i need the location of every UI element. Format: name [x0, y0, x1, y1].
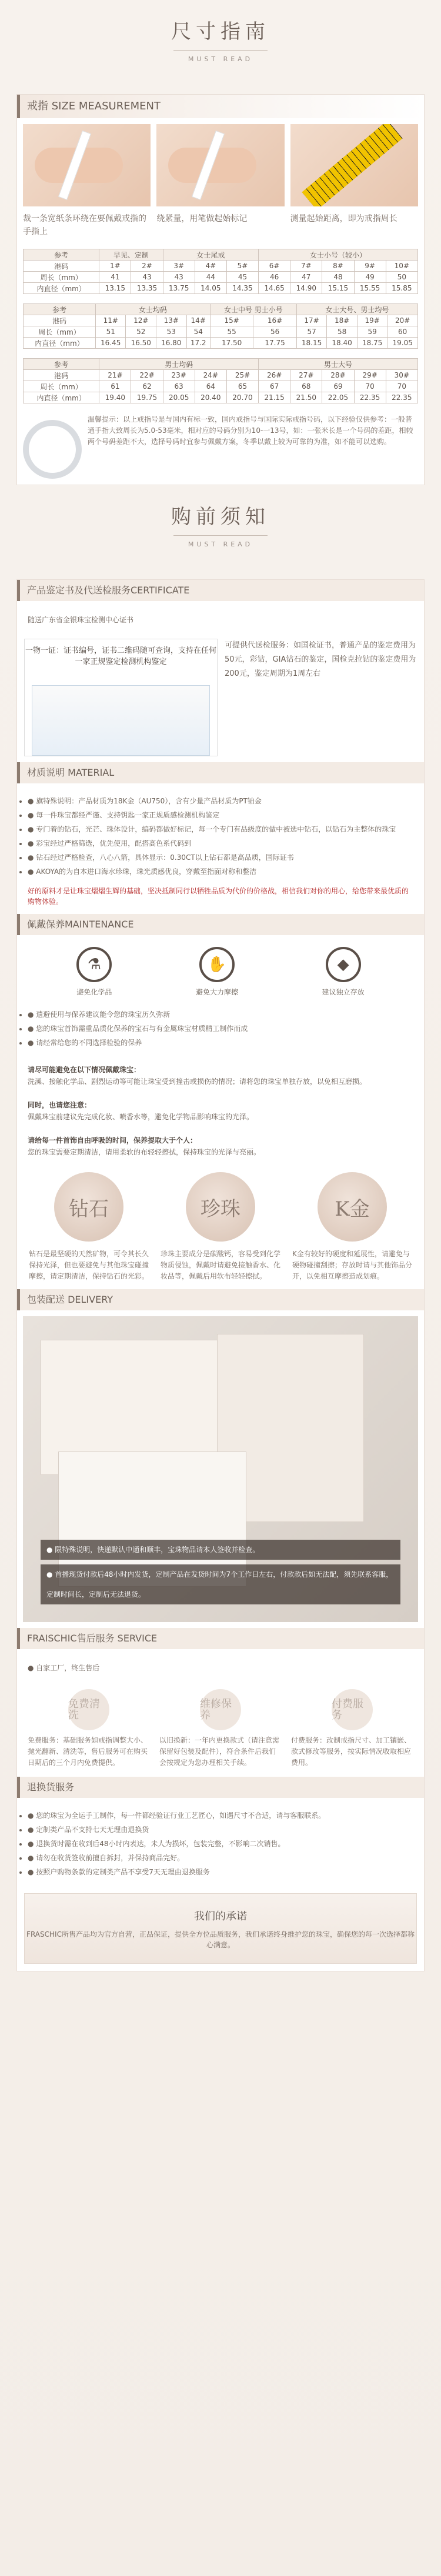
paid-service-card: 付费服务 付费服务：改制戒指尺寸、加工镶嵌、款式修改等服务，按实际情况收取相应费用。 — [291, 1689, 413, 1769]
service-sub: ● 自家工厂，终生售后 — [28, 1664, 100, 1672]
material-list: • ● 旗特殊说明：产品材质为18K金（AU750），含有少量产品材质为PT铂金 • ● 每一件珠宝都经严谨、支持钥匙一家正规质感检测机构鉴定 • ● 专门着的钻石，光芒、珠体设计，编码都做好标记，每一个专门有品级度的做中被选中钻石，以钻石为主整体的珠宝 • ● 彩宝经过严格筛选，优先使用，配搭高色系代码到 • ● 钻石经过严格检查，八心八箭，具体显示：0.30CT以上钻石都是高品质，国际证书 • ● AKOYA的为自本进口海水珍珠，珠光质感优良，穿戴至指面对称和整洁 — [17, 789, 424, 886]
free-clean-card: 免费清洗 免费服务：基础服务如戒指调整大小、抛光翻新、清洗等，售后服务可在购买日期后的三个月内免费提供。 — [28, 1689, 150, 1769]
pearl-card: 珍珠 珍珠主要成分是碳酸钙，容易受到化学物质侵蚀，佩戴时请避免接触香水、化妆品等，佩戴后用软布轻轻擦拭。 — [161, 1172, 280, 1282]
promise-box: 我们的承诺 FRASCHIC所售产品均为官方自营，正品保证，提供全方位品质服务，我们承诺终身维护您的珠宝，确保您的每一次选择都称心满意。 — [24, 1893, 417, 1964]
caption-2: 绕紧量，用笔做起始标记 — [156, 214, 248, 223]
ring-icon — [23, 420, 82, 479]
delivery-title: 包装配送 DELIVERY — [17, 1289, 424, 1310]
measurement-photos — [17, 118, 424, 212]
gold-card: K金 K金有较好的硬度和延展性，请避免与硬物碰撞刮擦；存放时请与其他饰品分开，以免相互摩擦造成划痕。 — [292, 1172, 412, 1282]
avoid-friction-icon: ✋ 避免大力摩擦 — [196, 947, 238, 997]
measurement-captions — [17, 212, 424, 244]
avoid-chemicals-icon: ⚗ 避免化学品 — [76, 947, 112, 997]
size-guide-title — [0, 0, 441, 94]
gem-care-cards — [17, 1165, 424, 1289]
caption-3: 测量起始距离，即为戒指周长 — [290, 214, 397, 223]
purchase-title: 购前须知 MUST READ — [171, 505, 270, 548]
diamond-card: 钻石 钻石是最坚硬的天然矿物，可令其长久保持光泽，但也要避免与其他珠宝碰撞摩擦，请定期清洁，保持钻石的光彩。 — [29, 1172, 149, 1282]
size-table-2: 参考 女士均码 女士中号 男士小号 女士大号、男士均号 港码 11# 12# 13# 14# 15# 16# 17# 18# 19# 20# 周长（mm） 51 52 53 54 55 56 57 58 59 60 内直径（mm） 16.45 16.50 16.80 17.2 17.50 17.75 18.15 18.40 18.75 19.05 — [17, 299, 424, 353]
returns-title: 退换货服务 — [17, 1777, 424, 1798]
certificate-card: 一物一证：证书编号，证书二维码随可查询，支持在任何一家正规鉴定检测机构鉴定 — [24, 639, 218, 756]
material-title: 材质说明 MATERIAL — [17, 762, 424, 783]
maintenance-icons — [17, 941, 424, 1003]
size-note — [17, 408, 424, 485]
size-table-3: 参考 男士均码 男士大号 港码 21# 22# 23# 24# 25# 26# 27# 28# 29# 30# 周长（mm） 61 62 63 64 65 67 68 69 70 70 内直径（mm） 19.40 19.75 20.05 20.40 20.70 21.15 21.50 22.05 22.35 22.35 — [17, 353, 424, 408]
cert-title: 产品鉴定书及代送检服务CERTIFICATE — [17, 580, 424, 601]
photo-mark-strip — [156, 124, 284, 206]
purchase-section — [16, 579, 425, 1971]
cert-subtitle: 随送广东省金银珠宝检测中心证书 — [28, 616, 134, 624]
service-boxes — [17, 1681, 424, 1777]
size-note-text: 温馨提示：以上戒指号是与国内有标一致，国内戒指号与国际实际戒指号码，以下经验仅供参考：一般普通手指大致周长为5.0-53毫米，相对应的号码分别为10-一13号，如：一张米长是一个号码的差距，相较两个号码差距不大，选择号码时宜参与佩戴方案，冬季以戴上较为可靠的为准，如不能可以选购。 — [88, 415, 413, 446]
caption-1: 裁一条宽纸条环绕在要佩戴戒指的手指上 — [23, 214, 146, 236]
size-table-1: 参考 早见、定制 女士尾戒 女士小号（较小） 港码 1# 2# 3# 4# 5# 6# 7# 8# 9# 10# 周长（mm） 41 43 43 44 45 46 47 48 49 50 内直径（mm） 13.15 13.35 13.75 14.05 14.35 14.65 14.90 15.15 15.55 15.85 — [17, 244, 424, 299]
size-measurement-section — [16, 94, 425, 485]
title-en: MUST READ — [188, 55, 253, 63]
photo-wrap-finger — [23, 124, 151, 206]
separate-storage-icon: ◆ 建议独立存放 — [322, 947, 365, 997]
delivery-notes: ● 限特殊说明，快递默认中通和顺丰，宝珠物品请本人签收并检查。 ● 首播现货付款后48小时内发货，定制产品在发货时间为7个工作日左右，付款款后如无法配，须先联系客服，定制时间长，定制后无法退货。 — [41, 1535, 400, 1604]
title-zh: 尺寸指南 — [171, 20, 270, 44]
section-title: 戒指 SIZE MEASUREMENT — [17, 95, 424, 118]
cert-service-text: 可提供代送检服务：如国检证书，普通产品的鉴定费用为50元，彩钻，GIA钻石的鉴定，国检克拉钻的鉴定费用为200元，鉴定周期为1周左右 — [225, 641, 416, 678]
returns-list: • ● 您的珠宝为全运手工制作，每一件都经验证行业工艺匠心，如遇尺寸不合适，请与客服联系。 • ● 定制类产品不支持七天无理由退换货 • ● 退换货时需在收到后48小时内表达，未人为损坏，包装完整，不影响二次销售。 • ● 请勿在收货签收前擅自拆封，并保持商品完好。 • ● 按照户购物条款的定制类产品不享受7天无理由退换服务 — [17, 1804, 424, 1886]
material-warning: 好的原料才是让珠宝熠熠生辉的基础，坚决抵制同行以牺牲品质为代价的价格战，相信我们对你的用心，给您带来最优质的购物体验。 — [28, 887, 409, 906]
photo-ruler — [290, 124, 418, 206]
packaging-image — [23, 1316, 418, 1622]
maintenance-tips: • ● 遗避使用与保养建议能令您的珠宝历久弥新 • ● 您的珠宝首饰需重品质化保养的宝石与有金属珠宝材质精工制作而成 • ● 请经常给您的不同选择检验的保养 — [17, 1003, 424, 1057]
maintenance-title: 佩戴保养MAINTENANCE — [17, 914, 424, 935]
care-text: 请尽可能避免在以下情况佩戴珠宝： 洗澡、接触化学品、剧烈运动等可能让珠宝受到撞击或损伤的情况；请将您的珠宝单独存放，以免相互磨损。 同时，也请您注意： 佩戴珠宝前建议先完成化妆、喷香水等，避免化学物品影响珠宝的光泽。 请给每一件首饰自由呼吸的时间，保养提取大于个人： 您的珠宝需要定期清洁，请用柔软的布轻轻擦拭，保持珠宝的光泽与亮丽。 — [28, 1066, 367, 1156]
certificate-area — [17, 633, 424, 762]
service-title: FRAISCHIC售后服务 SERVICE — [17, 1628, 424, 1649]
certificate-image — [32, 685, 210, 756]
repair-card: 维修保养 以旧换新：一年内更换款式（请注意需保留好包装及配件），符合条件后我们会按规定为您办理相关手续。 — [159, 1689, 282, 1769]
